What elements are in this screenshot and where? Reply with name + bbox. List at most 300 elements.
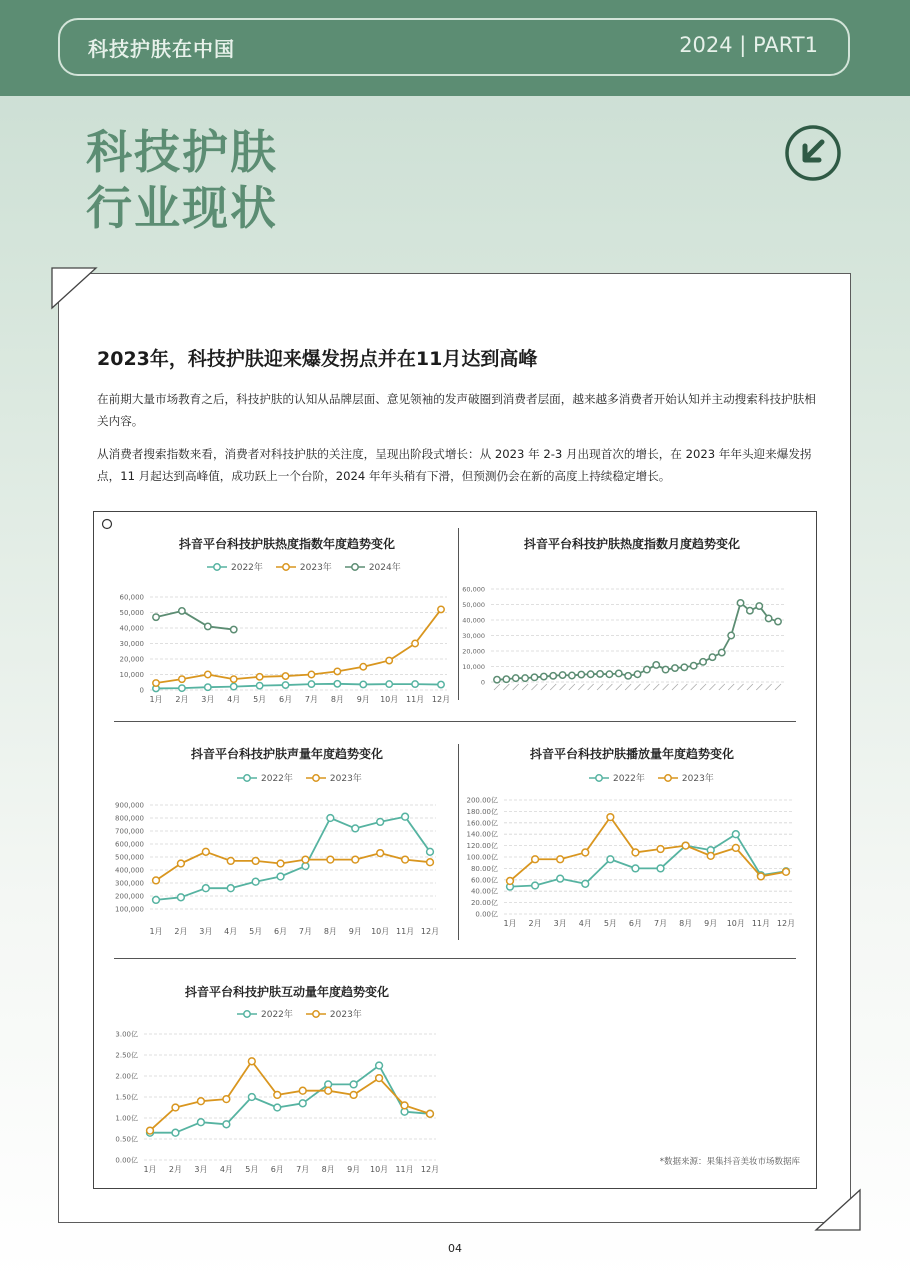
x-tick-mark	[775, 684, 781, 690]
divider-vertical-middle	[458, 744, 459, 940]
data-point	[402, 856, 409, 863]
data-point	[632, 849, 639, 856]
data-point	[179, 685, 185, 691]
data-point	[632, 865, 639, 872]
x-tick-label: 10月	[371, 927, 390, 936]
data-point	[541, 673, 547, 679]
header-pill	[58, 18, 850, 76]
data-point	[360, 664, 366, 670]
series-line	[156, 817, 430, 900]
x-tick-mark	[644, 684, 650, 690]
x-tick-mark	[672, 684, 678, 690]
y-tick-label: 3.00亿	[115, 1030, 138, 1039]
y-tick-label: 1.00亿	[115, 1114, 138, 1123]
x-tick-mark	[756, 684, 762, 690]
legend-entry	[305, 1007, 362, 1020]
x-tick-label: 4月	[224, 927, 238, 936]
x-tick-label: 11月	[405, 695, 425, 704]
x-tick-mark	[728, 684, 734, 690]
y-tick-label: 50,000	[119, 609, 144, 617]
circle-marker-icon	[101, 518, 113, 530]
legend-label: 2024年	[368, 563, 401, 573]
y-tick-label: 20,000	[462, 647, 485, 656]
paragraph-2: 从消费者搜索指数来看，消费者对科技护肤的关注度，呈现出阶段式增长：从 2023 年 2-3 月出现首次的增长，在 2023 年年头迎来爆发拐点，11 月起达到高峰值，成功跃上一个台阶，2024 年年头稍有下滑，但预测仍会在新的高度上持续稳定增长。	[97, 447, 812, 483]
data-point	[282, 682, 288, 688]
x-tick-mark	[522, 684, 528, 690]
data-point	[427, 859, 434, 866]
divider-horizontal-1	[114, 721, 796, 722]
series-line	[156, 852, 430, 881]
data-point	[707, 852, 714, 859]
chart5-plot	[114, 1030, 454, 1180]
data-point	[178, 860, 185, 867]
data-point	[172, 1129, 179, 1136]
data-point	[513, 675, 519, 681]
data-point	[582, 849, 589, 856]
data-point	[634, 671, 640, 677]
data-point	[607, 856, 614, 863]
data-point	[597, 671, 603, 677]
x-tick-label: 8月	[321, 1165, 335, 1174]
x-tick-mark	[681, 684, 687, 690]
legend-label: 2022年	[261, 774, 293, 784]
y-tick-label: 700,000	[115, 827, 144, 836]
data-point	[507, 878, 514, 885]
x-tick-mark	[494, 684, 500, 690]
data-point	[765, 615, 771, 621]
data-source-note: *数据来源：果集抖音美妆市场数据库	[659, 1157, 800, 1167]
data-point	[657, 865, 664, 872]
y-tick-label: 0	[139, 686, 144, 695]
data-point	[402, 813, 409, 820]
y-tick-label: 500,000	[115, 853, 144, 862]
chart3-legend	[236, 771, 362, 784]
data-point	[557, 856, 564, 863]
chart3-plot	[114, 802, 454, 936]
y-tick-label: 200,000	[115, 892, 144, 901]
series-line	[156, 684, 441, 689]
data-point	[438, 681, 444, 687]
corner-triangle-top-left	[50, 266, 98, 310]
header-right-label: 2024 | PART1	[679, 33, 818, 57]
y-tick-label: 0.00亿	[475, 910, 498, 919]
y-tick-label: 20.00亿	[470, 899, 498, 908]
data-point	[178, 894, 185, 901]
data-point	[248, 1094, 255, 1101]
data-point	[587, 671, 593, 677]
data-point	[277, 873, 284, 880]
data-point	[657, 846, 664, 853]
y-tick-label: 1.50亿	[115, 1093, 138, 1102]
data-point	[302, 856, 309, 863]
data-point	[205, 671, 211, 677]
legend-label: 2022年	[613, 774, 645, 784]
data-point	[274, 1104, 281, 1111]
data-point	[756, 603, 762, 609]
y-tick-label: 10,000	[119, 671, 144, 679]
y-tick-label: 900,000	[115, 801, 144, 810]
data-point	[299, 1100, 306, 1107]
data-point	[737, 600, 743, 606]
data-point	[732, 831, 739, 838]
x-tick-label: 11月	[395, 927, 415, 936]
x-tick-label: 9月	[347, 1165, 361, 1174]
x-tick-mark	[513, 684, 519, 690]
data-point	[531, 674, 537, 680]
x-tick-label: 7月	[304, 695, 319, 704]
x-tick-mark	[709, 684, 715, 690]
x-tick-label: 10月	[369, 1165, 389, 1174]
data-point	[350, 1081, 357, 1088]
x-tick-label: 1月	[143, 1165, 157, 1174]
x-tick-mark	[569, 684, 575, 690]
x-tick-label: 4月	[578, 919, 592, 928]
data-point	[334, 681, 340, 687]
x-tick-label: 12月	[420, 1165, 440, 1174]
legend-entry	[657, 771, 714, 784]
x-tick-label: 12月	[776, 919, 796, 928]
x-tick-mark	[606, 684, 612, 690]
data-point	[352, 825, 359, 832]
data-point	[205, 684, 211, 690]
data-point	[282, 673, 288, 679]
data-point	[334, 668, 340, 674]
page-number: 04	[448, 1242, 462, 1255]
data-point	[252, 878, 259, 885]
legend-swatch	[236, 773, 258, 783]
data-point	[582, 880, 589, 887]
x-tick-mark	[653, 684, 659, 690]
data-point	[682, 842, 689, 849]
series-line	[150, 1061, 430, 1130]
data-point	[681, 664, 687, 670]
data-point	[672, 665, 678, 671]
data-point	[401, 1102, 408, 1109]
y-tick-label: 800,000	[115, 814, 144, 823]
data-point	[709, 654, 715, 660]
x-tick-label: 12月	[420, 927, 440, 936]
data-point	[153, 680, 159, 686]
data-point	[747, 608, 753, 614]
x-tick-label: 12月	[431, 695, 451, 704]
series-line	[150, 1066, 430, 1133]
y-tick-label: 20,000	[119, 655, 144, 664]
data-point	[376, 1062, 383, 1069]
data-point	[231, 683, 237, 689]
x-tick-label: 6月	[628, 919, 643, 928]
divider-horizontal-2	[114, 958, 796, 959]
data-point	[299, 1087, 306, 1094]
data-point	[522, 675, 528, 681]
x-tick-mark	[560, 684, 566, 690]
data-point	[202, 885, 209, 892]
y-tick-label: 180.00亿	[466, 807, 498, 816]
data-point	[550, 673, 556, 679]
data-point	[783, 868, 790, 875]
x-tick-mark	[625, 684, 631, 690]
legend-label: 2022年	[231, 563, 263, 573]
chart5-title: 抖音平台科技护肤互动量年度趋势变化	[184, 985, 389, 999]
x-tick-label: 5月	[253, 695, 267, 704]
x-tick-label: 2月	[528, 919, 542, 928]
x-tick-label: 8月	[330, 695, 344, 704]
x-tick-label: 7月	[296, 1165, 310, 1174]
x-tick-mark	[588, 684, 594, 690]
header-bar	[0, 0, 910, 96]
chart1-legend	[206, 560, 401, 573]
x-tick-label: 11月	[751, 919, 771, 928]
data-point	[231, 626, 237, 632]
data-point	[386, 657, 392, 663]
x-tick-label: 9月	[356, 695, 370, 704]
chart4-plot	[460, 796, 800, 936]
data-point	[327, 856, 334, 863]
data-point	[325, 1087, 332, 1094]
x-tick-mark	[578, 684, 584, 690]
y-tick-label: 400,000	[115, 866, 144, 875]
legend-label: 2022年	[261, 1010, 293, 1020]
series-line	[156, 611, 234, 630]
divider-vertical-top	[458, 528, 459, 700]
y-tick-label: 60,000	[462, 585, 485, 594]
y-tick-label: 2.50亿	[115, 1051, 138, 1060]
x-tick-label: 10月	[726, 919, 745, 928]
data-point	[179, 608, 185, 614]
x-tick-label: 6月	[273, 927, 288, 936]
y-tick-label: 80.00亿	[470, 864, 498, 873]
x-tick-mark	[747, 684, 753, 690]
x-tick-label: 2月	[168, 1165, 183, 1174]
data-point	[625, 673, 631, 679]
x-tick-mark	[531, 684, 537, 690]
data-point	[231, 676, 237, 682]
data-point	[227, 858, 234, 865]
legend-swatch	[236, 1009, 258, 1019]
x-tick-label: 11月	[395, 1165, 414, 1174]
x-tick-label: 3月	[201, 695, 215, 704]
y-tick-label: 600,000	[115, 840, 144, 849]
data-point	[377, 819, 384, 826]
arrow-down-left-icon	[784, 124, 842, 182]
data-point	[223, 1121, 230, 1128]
data-point	[327, 815, 334, 822]
series-line	[497, 603, 778, 680]
y-tick-label: 100.00亿	[466, 853, 498, 862]
chart1-plot	[114, 594, 454, 704]
chart2-title: 抖音平台科技护肤热度指数月度趋势变化	[523, 537, 740, 551]
x-tick-label: 3月	[199, 927, 213, 936]
legend-label: 2023年	[299, 563, 332, 573]
x-tick-mark	[503, 684, 509, 690]
data-point	[412, 681, 418, 687]
data-point	[172, 1104, 179, 1111]
legend-swatch	[657, 773, 679, 783]
legend-swatch	[344, 562, 366, 572]
data-point	[412, 640, 418, 646]
x-tick-label: 6月	[270, 1165, 284, 1174]
y-tick-label: 100,000	[115, 905, 144, 914]
data-point	[386, 681, 392, 687]
legend-label: 2023年	[329, 1010, 362, 1020]
data-point	[700, 659, 706, 665]
data-point	[227, 885, 234, 892]
legend-entry	[236, 771, 293, 784]
data-point	[153, 877, 160, 884]
data-point	[606, 671, 612, 677]
data-point	[775, 618, 781, 624]
legend-swatch	[588, 773, 610, 783]
data-point	[252, 858, 259, 865]
x-tick-label: 3月	[194, 1165, 208, 1174]
x-tick-label: 10月	[380, 695, 399, 704]
legend-entry	[206, 560, 263, 573]
data-point	[198, 1098, 205, 1105]
y-tick-label: 140.00亿	[466, 830, 498, 839]
x-tick-mark	[597, 684, 603, 690]
data-point	[559, 672, 565, 678]
data-point	[557, 875, 564, 882]
y-tick-label: 0	[480, 678, 485, 687]
x-tick-label: 2月	[174, 927, 188, 936]
data-point	[438, 606, 444, 612]
x-tick-mark	[691, 684, 697, 690]
x-tick-mark	[719, 684, 725, 690]
data-point	[569, 672, 575, 678]
chart1-title: 抖音平台科技护肤热度指数年度趋势变化	[178, 537, 395, 551]
x-tick-label: 9月	[704, 919, 718, 928]
chart4-legend	[588, 771, 714, 784]
data-point	[153, 614, 159, 620]
paragraph-1: 在前期大量市场教育之后，科技护肤的认知从品牌层面、意见领袖的发声破圈到消费者层面，越来越多消费者开始认知并主动搜索科技护肤相关内容。	[97, 392, 816, 428]
section-title: 2023年，科技护肤迎来爆发拐点并在11月达到高峰	[97, 348, 538, 370]
legend-label: 2023年	[329, 774, 362, 784]
y-tick-label: 30,000	[462, 632, 485, 640]
y-tick-label: 40,000	[119, 624, 144, 633]
legend-label: 2023年	[681, 774, 714, 784]
data-point	[427, 1110, 434, 1117]
data-point	[179, 676, 185, 682]
legend-entry	[588, 771, 645, 784]
x-tick-label: 7月	[298, 927, 313, 936]
x-tick-mark	[700, 684, 706, 690]
chart5-legend	[236, 1007, 362, 1020]
x-tick-label: 4月	[227, 695, 241, 704]
data-point	[616, 670, 622, 676]
x-tick-label: 9月	[348, 927, 362, 936]
x-tick-label: 1月	[149, 927, 163, 936]
chart3-title: 抖音平台科技护肤声量年度趋势变化	[190, 747, 383, 761]
page-title	[86, 124, 278, 236]
page-title-line2: 行业现状	[86, 181, 278, 235]
y-tick-label: 0.50亿	[115, 1135, 138, 1144]
y-tick-label: 60,000	[119, 593, 144, 602]
data-point	[728, 632, 734, 638]
data-point	[147, 1127, 154, 1134]
chart4-title: 抖音平台科技护肤播放量年度趋势变化	[529, 747, 734, 761]
data-point	[607, 814, 614, 821]
data-point	[532, 882, 539, 889]
x-tick-label: 7月	[653, 919, 668, 928]
legend-swatch	[206, 562, 228, 572]
x-tick-mark	[616, 684, 622, 690]
y-tick-label: 0.00亿	[115, 1156, 138, 1165]
x-tick-mark	[541, 684, 547, 690]
y-tick-label: 40.00亿	[470, 887, 498, 896]
data-point	[758, 873, 765, 880]
x-tick-label: 8月	[679, 919, 693, 928]
data-point	[308, 671, 314, 677]
header-left-title: 科技护肤在中国	[88, 37, 235, 61]
x-tick-mark	[635, 684, 641, 690]
x-tick-label: 1月	[149, 695, 163, 704]
data-point	[691, 663, 697, 669]
data-point	[644, 666, 650, 672]
data-point	[153, 897, 160, 904]
y-tick-label: 300,000	[115, 879, 144, 888]
data-point	[202, 848, 209, 855]
data-point	[653, 662, 659, 668]
y-tick-label: 50,000	[462, 601, 485, 609]
data-point	[248, 1058, 255, 1065]
data-point	[377, 850, 384, 857]
data-point	[360, 681, 366, 687]
data-point	[198, 1119, 205, 1126]
y-tick-label: 10,000	[462, 663, 485, 671]
y-tick-label: 160.00亿	[466, 819, 498, 828]
x-tick-label: 1月	[503, 919, 517, 928]
x-tick-label: 5月	[249, 927, 263, 936]
data-point	[256, 674, 262, 680]
legend-swatch	[275, 562, 297, 572]
data-point	[277, 860, 284, 867]
legend-entry	[275, 560, 332, 573]
x-tick-label: 5月	[603, 919, 617, 928]
chart2-plot	[460, 586, 800, 704]
x-tick-label: 2月	[175, 695, 189, 704]
x-tick-label: 6月	[278, 695, 293, 704]
data-point	[223, 1096, 230, 1103]
corner-triangle-bottom-right	[814, 1188, 862, 1232]
y-tick-label: 2.00亿	[115, 1072, 138, 1081]
legend-entry	[305, 771, 362, 784]
data-point	[494, 676, 500, 682]
data-point	[350, 1092, 357, 1099]
data-point	[427, 848, 434, 855]
y-tick-label: 30,000	[119, 640, 144, 648]
data-point	[256, 682, 262, 688]
y-tick-label: 200.00亿	[466, 796, 498, 805]
data-point	[719, 649, 725, 655]
data-point	[732, 844, 739, 851]
legend-entry	[236, 1007, 293, 1020]
page-title-line1: 科技护肤	[86, 125, 278, 179]
x-tick-mark	[663, 684, 669, 690]
x-tick-label: 8月	[323, 927, 337, 936]
y-tick-label: 60.00亿	[470, 876, 498, 885]
x-tick-mark	[550, 684, 556, 690]
x-tick-label: 4月	[219, 1165, 233, 1174]
x-tick-label: 5月	[245, 1165, 259, 1174]
y-tick-label: 40,000	[462, 616, 485, 625]
x-tick-label: 3月	[553, 919, 567, 928]
data-point	[662, 666, 668, 672]
data-point	[205, 623, 211, 629]
data-point	[274, 1092, 281, 1099]
legend-entry	[344, 560, 401, 573]
data-point	[352, 856, 359, 863]
x-tick-mark	[766, 684, 772, 690]
data-point	[578, 671, 584, 677]
